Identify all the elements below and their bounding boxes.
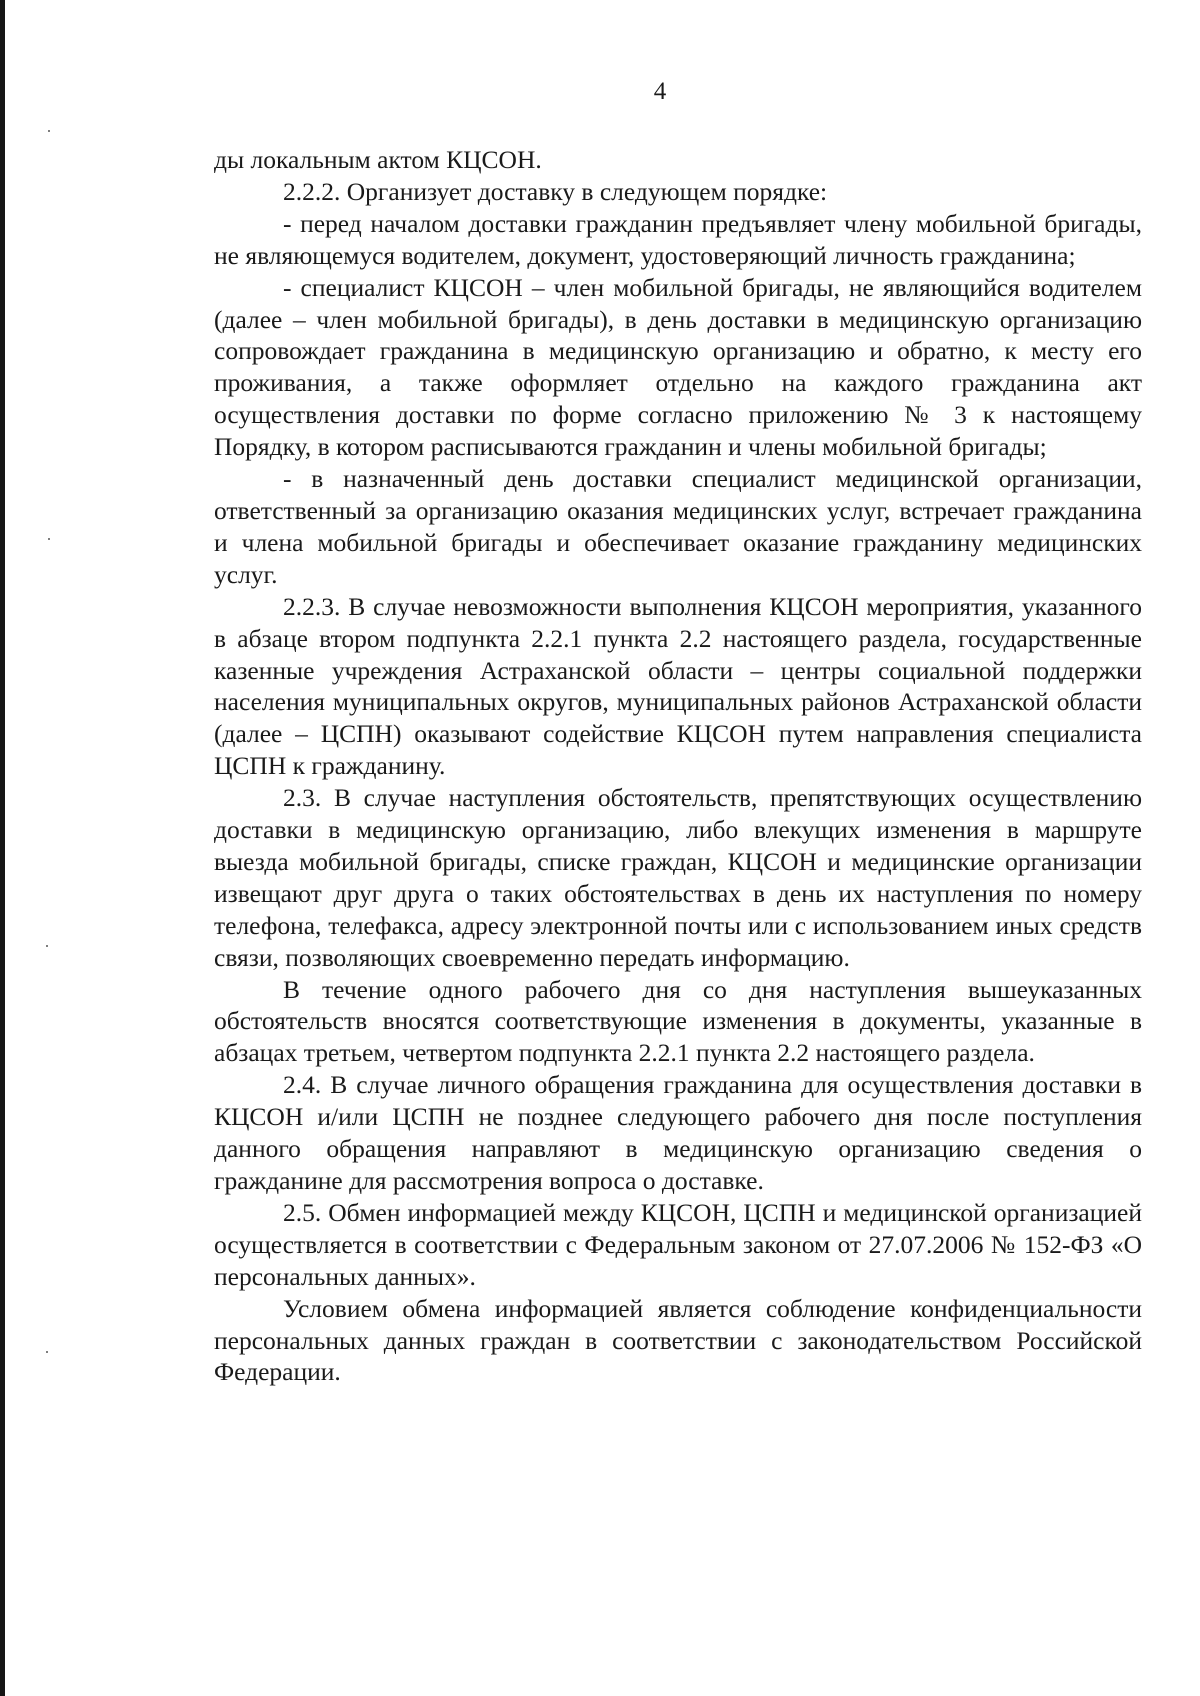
paragraph: Условием обмена информацией является соблюдение конфиденциальности персональных данных граждан в соответствии с законодательством Российской Федерации. xyxy=(214,1293,1142,1387)
scan-speck xyxy=(48,538,50,540)
paragraph: 2.3. В случае наступления обстоятельств, препятствующих осуществлению доставки в медицинскую организацию, либо влекущих изменения в маршруте выезда мобильной бригады, списке граждан, КЦСОН и медицинские организации извещают друг друга о таких обстоятельствах в день их наступления по номеру телефона, телефакса, адресу электронной почты или с использованием иных средств связи, позволяющих своевременно передать информацию. xyxy=(214,783,1142,972)
paragraph: ды локальным актом КЦСОН. xyxy=(214,145,542,174)
document-body xyxy=(214,144,1142,1388)
paragraph: 2.2.3. В случае невозможности выполнения КЦСОН мероприятия, указанного в абзаце втором подпункта 2.2.1 пункта 2.2 настоящего раздела, государственные казенные учреждения Астраханской области – центры социальной поддержки населения муниципальных округов, муниципальных районов Астраханской области (далее – ЦСПН) оказывают содействие КЦСОН путем направления специалиста ЦСПН к гражданину. xyxy=(214,591,1142,781)
paragraph: - перед началом доставки гражданин предъявляет члену мобильной бригады, не являющемуся водителем, документ, удостоверяющий личность гражданина; xyxy=(214,208,1142,270)
scan-edge xyxy=(0,0,5,1696)
paragraph: - специалист КЦСОН – член мобильной бригады, не являющийся водителем (далее – член мобильной бригады), в день доставки в медицинскую организацию сопровождает гражданина в медицинскую организацию и обратно, к месту его проживания, а также оформляет отдельно на каждого гражданина акт осуществления доставки по форме согласно приложению № 3 к настоящему Порядку, в котором расписываются гражданин и члены мобильной бригады; xyxy=(214,272,1142,462)
paragraph: 2.4. В случае личного обращения гражданина для осуществления доставки в КЦСОН и/или ЦСПН не позднее следующего рабочего дня после поступления данного обращения направляют в медицинскую организацию сведения о гражданине для рассмотрения вопроса о доставке. xyxy=(214,1070,1142,1195)
scan-speck xyxy=(46,945,48,947)
scan-speck xyxy=(46,1351,48,1353)
paragraph: 2.5. Обмен информацией между КЦСОН, ЦСПН и медицинской организацией осуществляется в соответствии с Федеральным законом от 27.07.2006 № 152-ФЗ «О персональных данных». xyxy=(214,1197,1142,1291)
page-number: 4 xyxy=(653,78,667,105)
scan-speck xyxy=(48,130,50,132)
paragraph: В течение одного рабочего дня со дня наступления вышеуказанных обстоятельств вносятся соответствующие изменения в документы, указанные в абзацах третьем, четвертом подпункта 2.2.1 пункта 2.2 настоящего раздела. xyxy=(214,974,1142,1068)
paragraph: 2.2.2. Организует доставку в следующем порядке: xyxy=(283,176,828,206)
paragraph: - в назначенный день доставки специалист медицинской организации, ответственный за организацию оказания медицинских услуг, встречает гражданина и члена мобильной бригады и обеспечивает оказание гражданину медицинских услуг. xyxy=(214,464,1142,589)
